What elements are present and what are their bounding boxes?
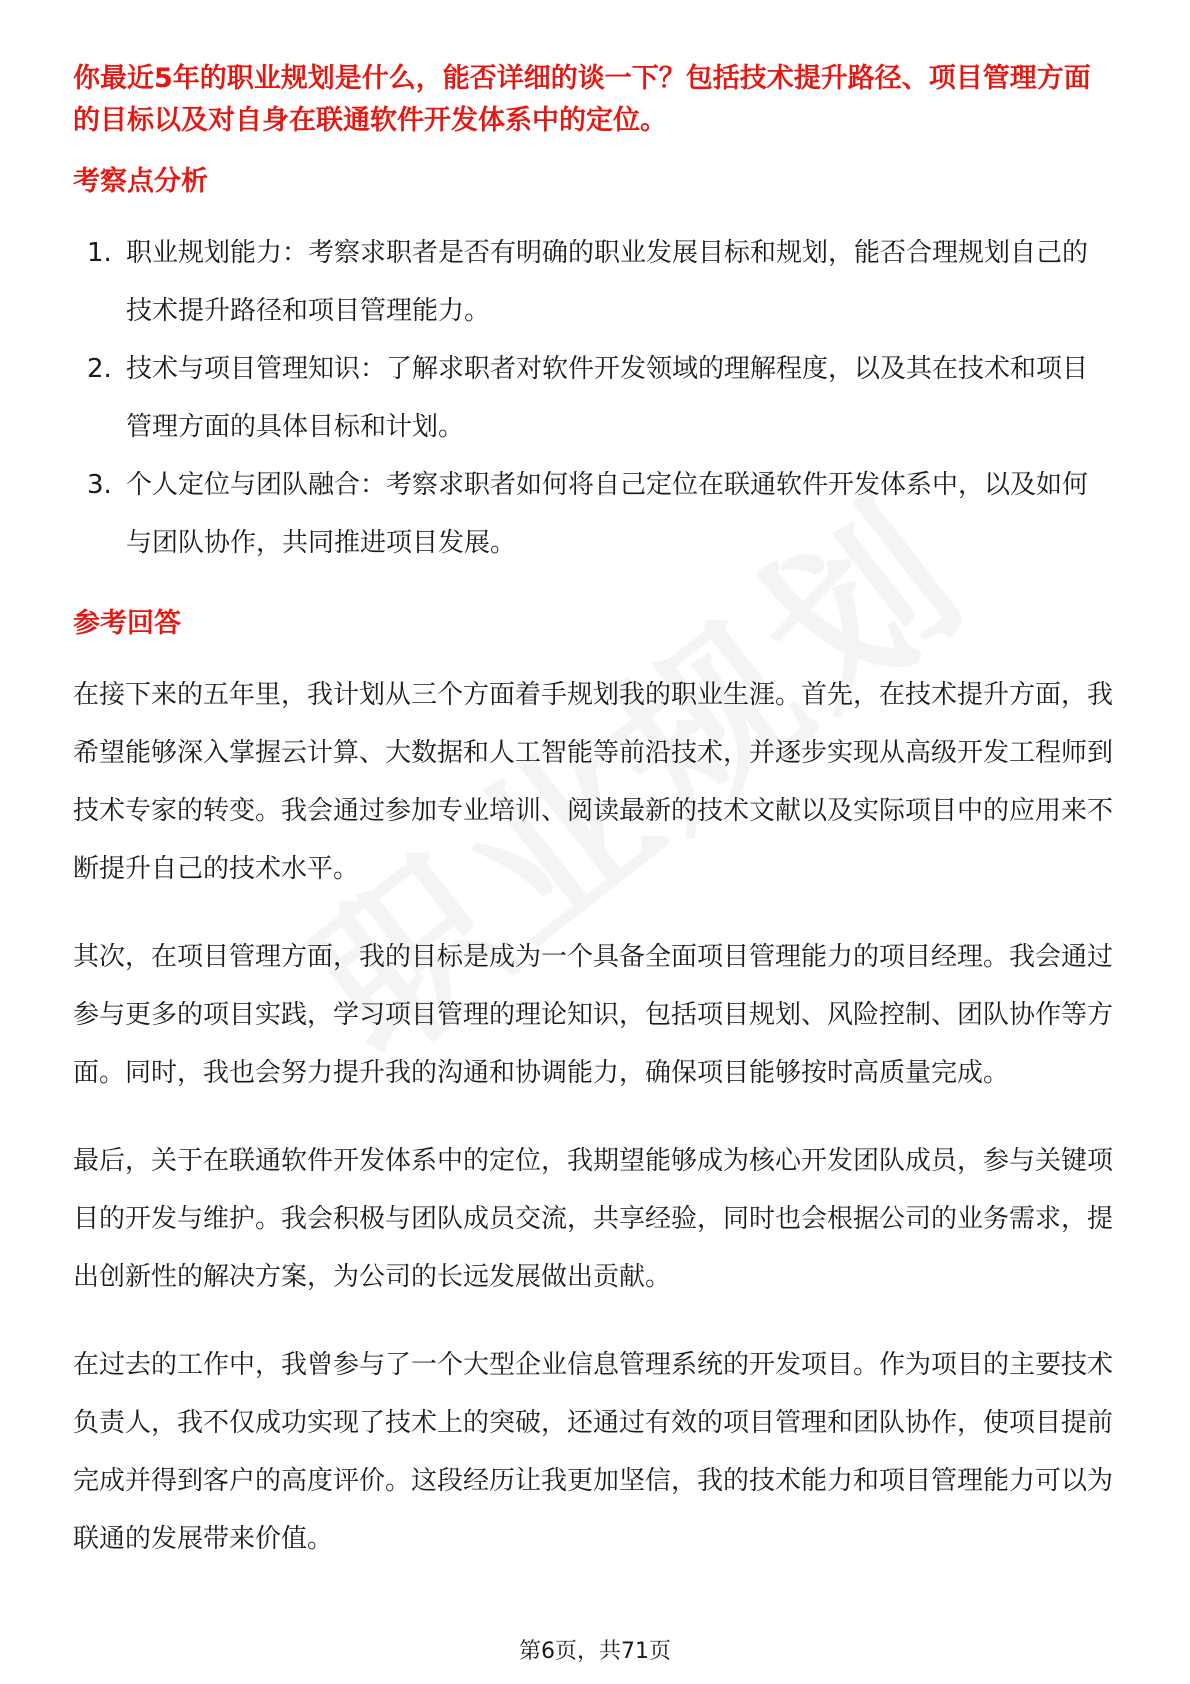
question-heading: 你最近5年的职业规划是什么，能否详细的谈一下？包括技术提升路径、项目管理方面的目标以及对自身在联通软件开发体系中的定位。 [73, 63, 1091, 136]
point-number: 2. [87, 354, 112, 384]
page-content [73, 58, 1113, 1598]
answer-paragraph: 最后，关于在联通软件开发体系中的定位，我期望能够成为核心开发团队成员，参与关键项目的开发与维护。我会积极与团队成员交流，共享经验，同时也会根据公司的业务需求，提出创新性的解决方案，为公司的长远发展做出贡献。 [73, 1146, 1114, 1292]
analysis-point [73, 456, 1113, 572]
analysis-title: 考察点分析 [73, 166, 208, 197]
answer-title: 参考回答 [73, 608, 181, 639]
analysis-points [73, 224, 1113, 572]
answer-paragraph: 在接下来的五年里，我计划从三个方面着手规划我的职业生涯。首先，在技术提升方面，我希望能够深入掌握云计算、大数据和人工智能等前沿技术，并逐步实现从高级开发工程师到技术专家的转变。我会通过参加专业培训、阅读最新的技术文献以及实际项目中的应用来不断提升自己的技术水平。 [73, 680, 1114, 884]
page-footer: 第6页，共71页 [519, 1639, 671, 1664]
point-number: 1. [87, 238, 112, 268]
analysis-point [73, 224, 1113, 340]
point-text: 技术与项目管理知识：了解求职者对软件开发领域的理解程度，以及其在技术和项目管理方面的具体目标和计划。 [126, 354, 1089, 442]
answer-body [73, 666, 1113, 1568]
point-number: 3. [87, 470, 112, 500]
point-text: 个人定位与团队融合：考察求职者如何将自己定位在联通软件开发体系中，以及如何与团队协作，共同推进项目发展。 [126, 470, 1089, 558]
analysis-point [73, 340, 1113, 456]
point-text: 职业规划能力：考察求职者是否有明确的职业发展目标和规划，能否合理规划自己的技术提升路径和项目管理能力。 [126, 238, 1089, 326]
answer-paragraph: 其次，在项目管理方面，我的目标是成为一个具备全面项目管理能力的项目经理。我会通过参与更多的项目实践，学习项目管理的理论知识，包括项目规划、风险控制、团队协作等方面。同时，我也会努力提升我的沟通和协调能力，确保项目能够按时高质量完成。 [73, 942, 1114, 1088]
answer-paragraph: 在过去的工作中，我曾参与了一个大型企业信息管理系统的开发项目。作为项目的主要技术负责人，我不仅成功实现了技术上的突破，还通过有效的项目管理和团队协作，使项目提前完成并得到客户的高度评价。这段经历让我更加坚信，我的技术能力和项目管理能力可以为联通的发展带来价值。 [73, 1350, 1114, 1554]
